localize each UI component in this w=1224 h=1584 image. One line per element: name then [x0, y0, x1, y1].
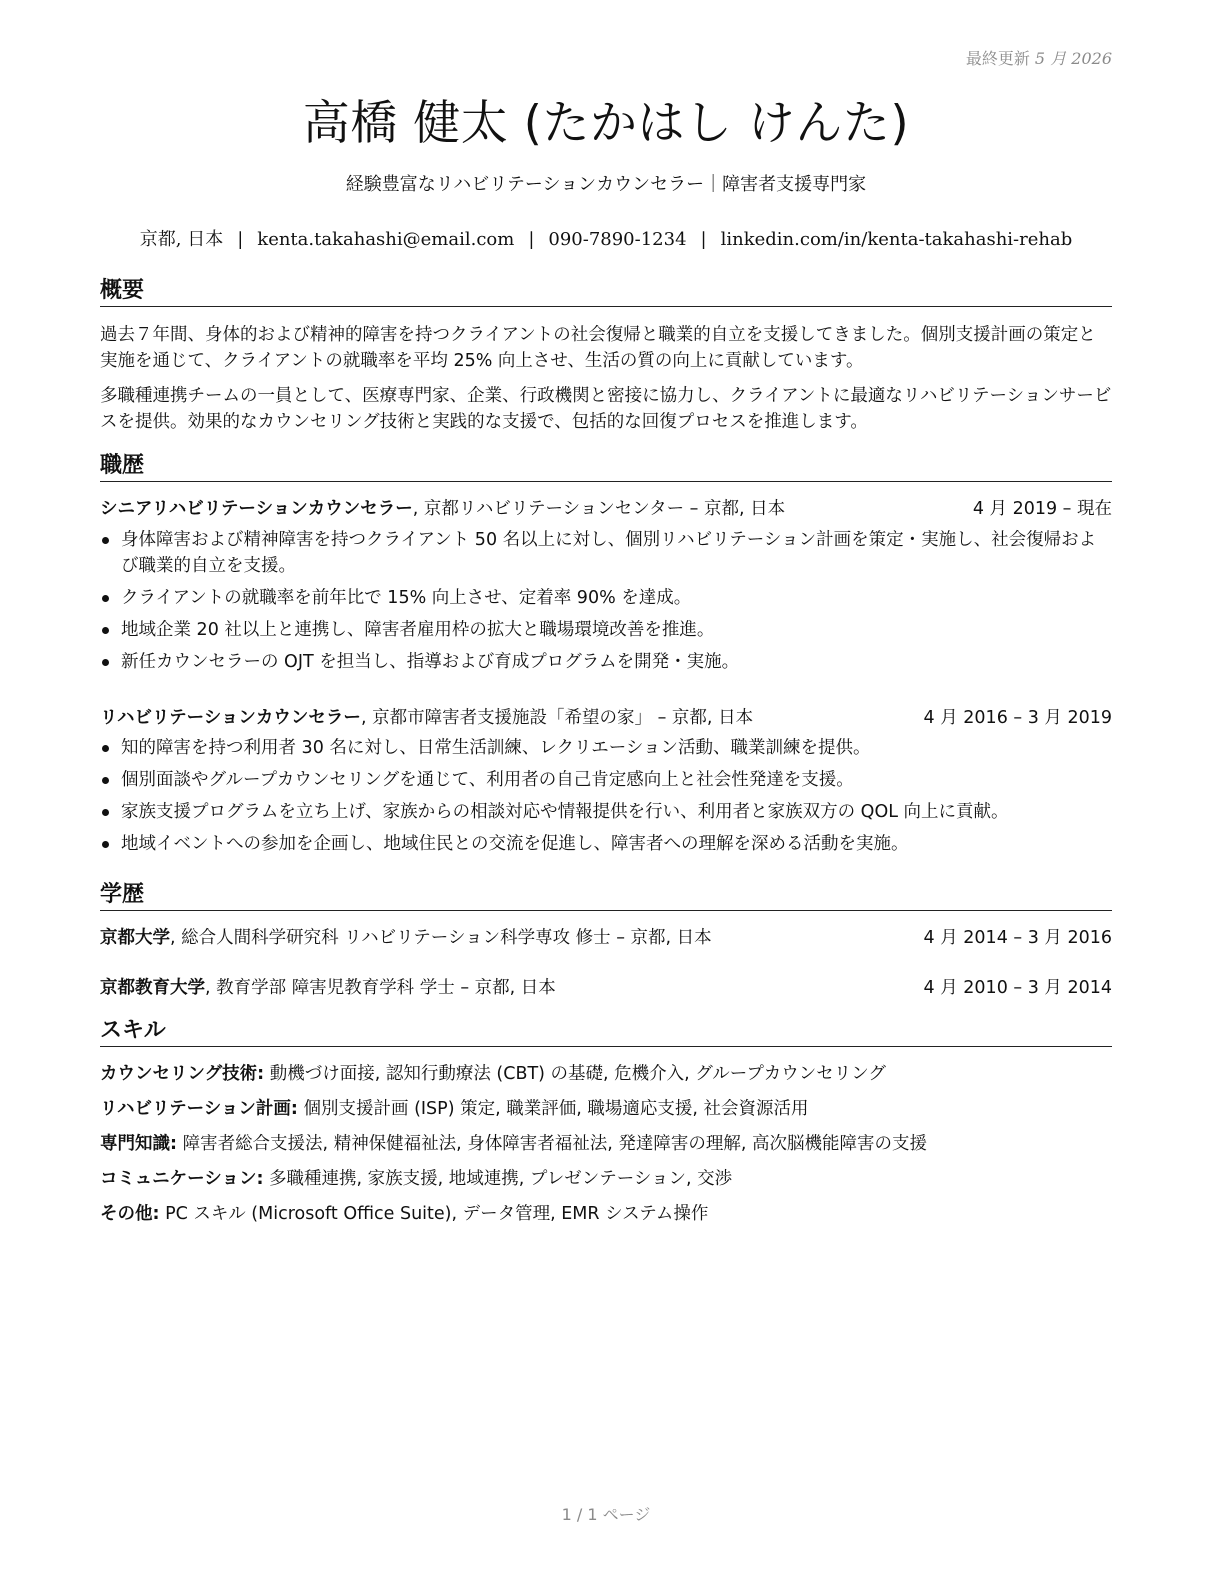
job-date: 4 月 2019 – 現在 [972, 499, 1112, 519]
skill-value: PC スキル (Microsoft Office Suite), データ管理, EMR システム操作 [159, 1204, 709, 1224]
skill-value: 障害者総合支援法, 精神保健福祉法, 身体障害者福祉法, 発達障害の理解, 高次脳機能障害の支援 [177, 1134, 928, 1154]
contact-phone: 090-7890-1234 [548, 229, 687, 250]
education-item [100, 975, 1112, 1001]
section-title-experience: 職歴 [100, 453, 1112, 482]
summary-paragraph: 過去７年間、身体的および精神的障害を持つクライアントの社会復帰と職業的自立を支援してきました。個別支援計画の策定と実施を通じて、クライアントの就職率を平均 25% 向上させ、生活の質の向上に貢献しています。 [100, 325, 1096, 371]
list-item: 個別面談やグループカウンセリングを通じて、利用者の自己肯定感向上と社会性発達を支援。 [100, 767, 1112, 793]
job-role: リハビリテーションカウンセラー [100, 708, 361, 728]
skill-value: 個別支援計画 (ISP) 策定, 職業評価, 職場適応支援, 社会資源活用 [297, 1099, 809, 1119]
skill-value: 動機づけ面接, 認知行動療法 (CBT) の基礎, 危機介入, グループカウンセリング [264, 1064, 886, 1084]
headline: 経験豊富なリハビリテーションカウンセラー｜障害者支援専門家 [345, 174, 867, 195]
summary-paragraph: 多職種連携チームの一員として、医療専門家、企業、行政機関と密接に協力し、クライアントに最適なリハビリテーションサービスを提供。効果的なカウンセリング技術と実践的な支援で、包括的な回復プロセスを推進します。 [100, 386, 1112, 432]
job-bullets [100, 735, 1112, 863]
skill-key: コミュニケーション: [100, 1169, 264, 1189]
contact-email[interactable]: kenta.takahashi@email.com [257, 229, 515, 250]
section-title-education: 学歴 [100, 882, 1112, 911]
skill-line [100, 1096, 1112, 1122]
job-bullets [100, 527, 1112, 681]
job-heading [100, 496, 1112, 522]
skill-line [100, 1061, 1112, 1087]
skill-line [100, 1131, 1112, 1157]
last-updated-label: 最終更新 [965, 49, 1030, 68]
list-item: 新任カウンセラーの OJT を担当し、指導および育成プログラムを開発・実施。 [100, 649, 1112, 675]
contact-location: 京都, 日本 [139, 229, 224, 250]
page-number: 1 / 1 ページ [561, 1505, 651, 1524]
contact-linkedin[interactable]: linkedin.com/in/kenta-takahashi-rehab [720, 229, 1073, 250]
list-item: 身体障害および精神障害を持つクライアント 50 名以上に対し、個別リハビリテーション計画を策定・実施し、社会復帰および職業的自立を支援。 [100, 527, 1112, 579]
education-item [100, 925, 1112, 951]
job-date: 4 月 2016 – 3 月 2019 [923, 708, 1112, 728]
contact-separator: | [237, 229, 244, 250]
last-updated [966, 46, 1112, 69]
list-item: 知的障害を持つ利用者 30 名に対し、日常生活訓練、レクリエーション活動、職業訓練を提供。 [100, 735, 1112, 761]
education-date: 4 月 2014 – 3 月 2016 [923, 928, 1112, 948]
education-school: 京都大学 [100, 928, 170, 948]
last-updated-date: 5 月 2026 [1034, 49, 1112, 68]
contact-separator: | [528, 229, 535, 250]
contact-line [100, 225, 1112, 251]
section-title-skills: スキル [100, 1018, 1112, 1047]
candidate-name: 高橋 健太 (たかはし けんた) [302, 96, 910, 151]
resume-page [100, 0, 1112, 1584]
list-item: 地域企業 20 社以上と連携し、障害者雇用枠の拡大と職場環境改善を推進。 [100, 617, 1112, 643]
skill-line [100, 1201, 1112, 1227]
education-school: 京都教育大学 [100, 978, 205, 998]
job-role: シニアリハビリテーションカウンセラー [100, 499, 413, 519]
education-detail: , 教育学部 障害児教育学科 学士 – 京都, 日本 [205, 978, 556, 998]
skill-key: カウンセリング技術: [100, 1064, 265, 1084]
list-item: クライアントの就職率を前年比で 15% 向上させ、定着率 90% を達成。 [100, 585, 1112, 611]
list-item: 家族支援プログラムを立ち上げ、家族からの相談対応や情報提供を行い、利用者と家族双方の QOL 向上に貢献。 [100, 799, 1112, 825]
skill-key: リハビリテーション計画: [100, 1099, 298, 1119]
education-date: 4 月 2010 – 3 月 2014 [923, 978, 1112, 998]
skill-value: 多職種連携, 家族支援, 地域連携, プレゼンテーション, 交渉 [263, 1169, 733, 1189]
skill-key: その他: [100, 1204, 160, 1224]
job-org: , 京都市障害者支援施設「希望の家」 – 京都, 日本 [360, 708, 754, 728]
list-item: 地域イベントへの参加を企画し、地域住民との交流を促進し、障害者への理解を深める活動を実施。 [100, 831, 1112, 857]
job-org: , 京都リハビリテーションセンター – 京都, 日本 [412, 499, 786, 519]
skill-line [100, 1166, 1112, 1192]
skill-key: 専門知識: [100, 1134, 177, 1154]
job-heading [100, 705, 1112, 731]
education-detail: , 総合人間科学研究科 リハビリテーション科学専攻 修士 – 京都, 日本 [170, 928, 712, 948]
section-title-summary: 概要 [100, 278, 1112, 307]
contact-separator: | [700, 229, 707, 250]
